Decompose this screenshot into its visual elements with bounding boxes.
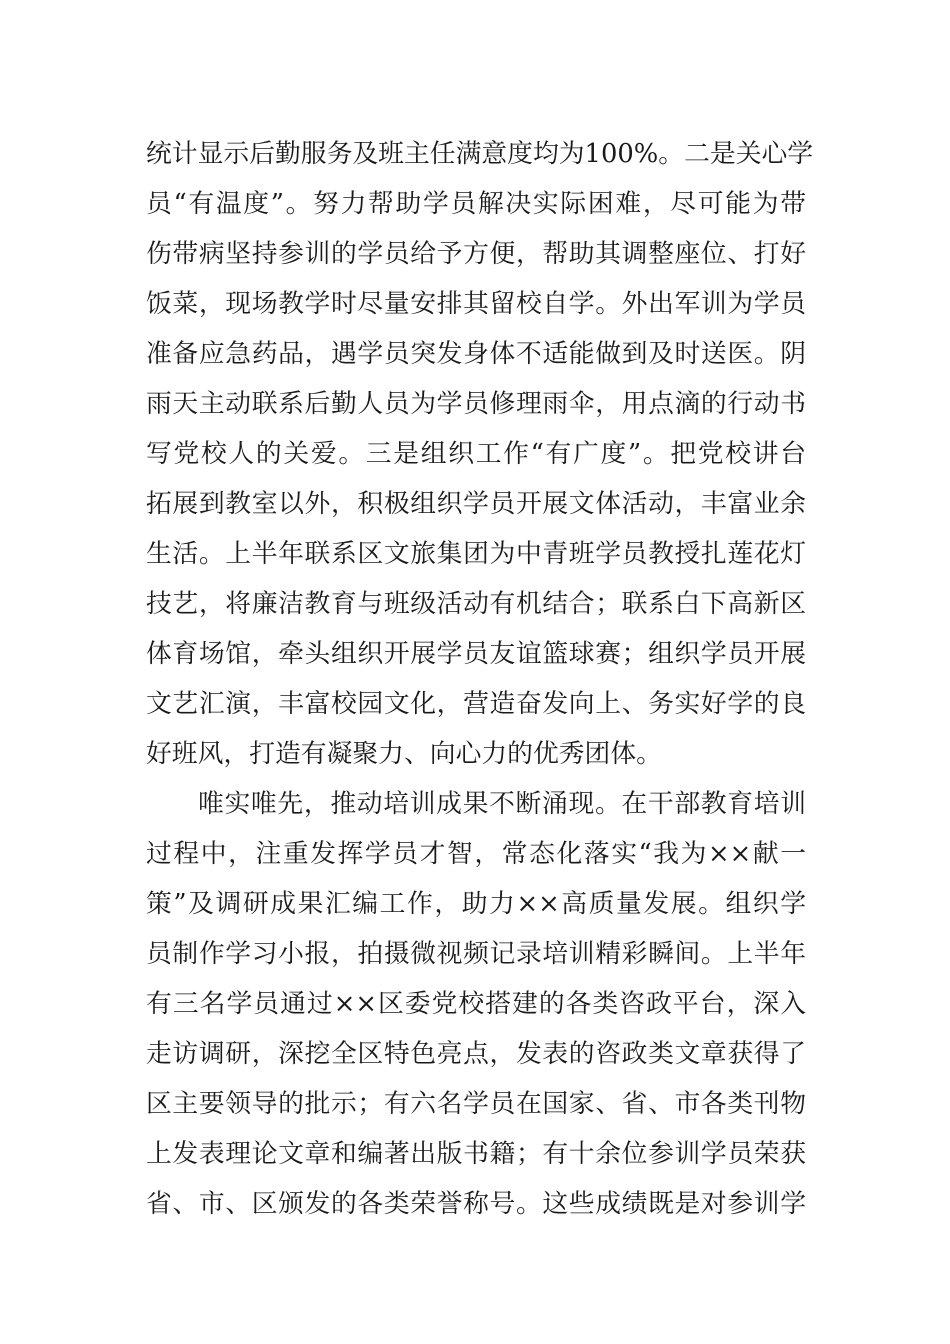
text-line: 统计显示后勤服务及班主任满意度均为100%。二是关心学 bbox=[146, 139, 814, 169]
text-line: 省、市、区颁发的各类荣誉称号。这些成绩既是对参训学 bbox=[146, 1189, 806, 1219]
text-line: 伤带病坚持参训的学员给予方便，帮助其调整座位、打好 bbox=[146, 239, 806, 269]
text-line: 策”及调研成果汇编工作，助力××高质量发展。组织学 bbox=[146, 889, 806, 919]
text-line: 饭菜，现场教学时尽量安排其留校自学。外出军训为学员 bbox=[146, 289, 806, 319]
text-line: 体育场馆，牵头组织开展学员友谊篮球赛；组织学员开展 bbox=[146, 639, 806, 669]
text-line: 好班风，打造有凝聚力、向心力的优秀团体。 bbox=[146, 739, 662, 769]
text-line: 上发表理论文章和编著出版书籍；有十余位参训学员荣获 bbox=[146, 1139, 806, 1169]
text-line: 雨天主动联系后勤人员为学员修理雨伞，用点滴的行动书 bbox=[146, 389, 806, 419]
text-line: 技艺，将廉洁教育与班级活动有机结合；联系白下高新区 bbox=[146, 589, 806, 619]
text-line: 走访调研，深挖全区特色亮点，发表的咨政类文章获得了 bbox=[146, 1039, 806, 1069]
text-line: 写党校人的关爱。三是组织工作“有广度”。把党校讲台 bbox=[146, 439, 806, 469]
text-line: 准备应急药品，遇学员突发身体不适能做到及时送医。阴 bbox=[146, 339, 806, 369]
paragraph-first-line: 唯实唯先，推动培训成果不断涌现。在干部教育培训 bbox=[198, 789, 806, 819]
text-line: 员“有温度”。努力帮助学员解决实际困难，尽可能为带 bbox=[146, 189, 806, 219]
text-line: 有三名学员通过××区委党校搭建的各类咨政平台，深入 bbox=[146, 989, 806, 1019]
text-line: 员制作学习小报，拍摄微视频记录培训精彩瞬间。上半年 bbox=[146, 939, 806, 969]
text-line: 过程中，注重发挥学员才智，常态化落实“我为××献一 bbox=[146, 839, 806, 869]
text-line: 生活。上半年联系区文旅集团为中青班学员教授扎莲花灯 bbox=[146, 539, 806, 569]
text-line: 文艺汇演，丰富校园文化，营造奋发向上、务实好学的良 bbox=[146, 689, 806, 719]
text-line: 拓展到教室以外，积极组织学员开展文体活动，丰富业余 bbox=[146, 489, 806, 519]
text-line: 区主要领导的批示；有六名学员在国家、省、市各类刊物 bbox=[146, 1089, 806, 1119]
